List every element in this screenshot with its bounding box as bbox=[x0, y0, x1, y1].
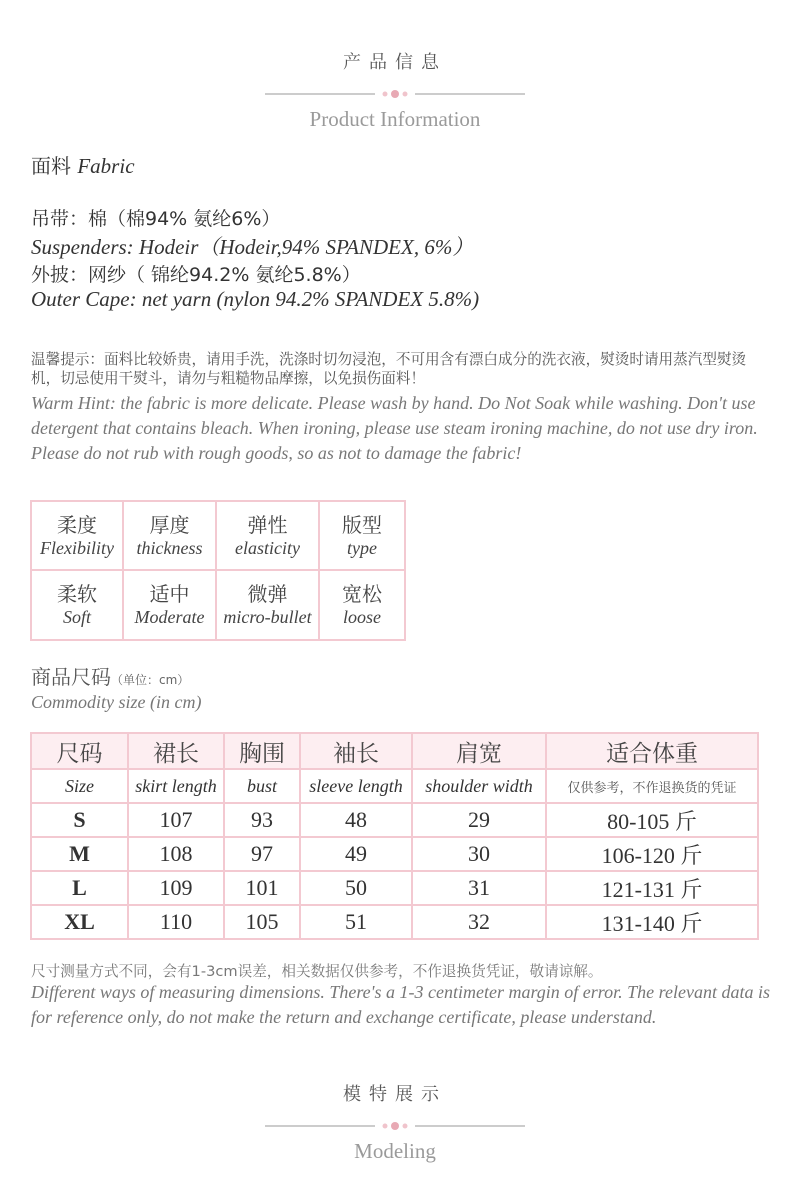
shoulder-width-cell: 29 bbox=[412, 803, 546, 837]
property-cell bbox=[319, 501, 405, 570]
size-cell: L bbox=[31, 871, 128, 905]
property-value-en: Soft bbox=[62, 607, 91, 627]
property-cell bbox=[31, 501, 123, 570]
size-header-en: shoulder width bbox=[412, 769, 546, 803]
cape-en: Outer Cape: net yarn (nylon 94.2% SPANDEX 5.8%) bbox=[31, 287, 480, 311]
suspenders-cn: 吊带：棉（棉94% 氨纶6%） bbox=[31, 208, 281, 230]
skirt-length-cell: 107 bbox=[128, 803, 224, 837]
property-label-cn: 柔度 bbox=[57, 512, 97, 537]
size-header-cn: 裙长 bbox=[128, 733, 224, 769]
suspenders-en: Suspenders: Hodeir（Hodeir,94% SPANDEX, 6%） bbox=[31, 235, 474, 259]
property-value-cell bbox=[319, 570, 405, 640]
warm-hint-en: Warm Hint: the fabric is more delicate. Please wash by hand. Do Not Soak while washing. Don't use detergent that contains bleach. When ironing, please use steam ironing machine, do not use dry iron. Please do not rub with rough goods, so as not to damage the fabric! bbox=[31, 393, 758, 463]
sleeve-length-cell: 51 bbox=[300, 905, 412, 939]
size-header-en: skirt length bbox=[128, 769, 224, 803]
property-value-cn: 柔软 bbox=[57, 582, 97, 606]
weight-cell: 106-120 斤 bbox=[546, 837, 758, 871]
weight-cell: 80-105 斤 bbox=[546, 803, 758, 837]
shoulder-width-cell: 31 bbox=[412, 871, 546, 905]
table-row bbox=[31, 803, 758, 837]
size-header-row-en bbox=[31, 769, 758, 803]
size-cell: S bbox=[31, 803, 128, 837]
property-value-cn: 微弹 bbox=[247, 582, 288, 606]
table-row bbox=[31, 871, 758, 905]
size-header-row-cn bbox=[31, 733, 758, 769]
section-heading-cn: 产品信息 bbox=[343, 52, 447, 73]
size-table bbox=[30, 732, 759, 940]
size-header-en: bust bbox=[224, 769, 300, 803]
size-title-cn: 商品尺码 bbox=[31, 665, 111, 689]
measurement-note-cn: 尺寸测量方式不同，会有1-3cm误差，相关数据仅供参考，不作退换货凭证，敬请谅解。 bbox=[31, 963, 603, 980]
shoulder-width-cell: 30 bbox=[412, 837, 546, 871]
property-cell bbox=[123, 501, 216, 570]
size-cell: M bbox=[31, 837, 128, 871]
property-label-en: thickness bbox=[136, 537, 203, 558]
property-value-en: micro-bullet bbox=[223, 607, 312, 627]
size-header-cn: 袖长 bbox=[300, 733, 412, 769]
measurement-note-en: Different ways of measuring dimensions. There's a 1-3 centimeter margin of error. The relevant data is for reference only, do not make the return and exchange certificate, please understand. bbox=[31, 982, 770, 1027]
skirt-length-cell: 108 bbox=[128, 837, 224, 871]
property-label-en: Flexibility bbox=[40, 537, 114, 558]
size-header-cn: 胸围 bbox=[224, 733, 300, 769]
property-value-cell bbox=[216, 570, 319, 640]
size-section-title-en: Commodity size (in cm) bbox=[31, 692, 202, 712]
bust-cell: 93 bbox=[224, 803, 300, 837]
size-header-cn: 适合体重 bbox=[546, 733, 758, 769]
ornament-divider bbox=[265, 88, 525, 100]
warm-hint-cn: 温馨提示：面料比较娇贵，请用手洗，洗涤时切勿浸泡，不可用含有漂白成分的洗衣液，熨烫时请用蒸汽型熨烫机，切忌使用干熨斗，请勿与粗糙物品摩擦，以免损伤面料！ bbox=[31, 351, 747, 387]
bust-cell: 101 bbox=[224, 871, 300, 905]
table-row bbox=[31, 905, 758, 939]
property-label-cn: 厚度 bbox=[149, 512, 190, 537]
property-value-en: Moderate bbox=[134, 607, 205, 627]
size-header-en: sleeve length bbox=[300, 769, 412, 803]
section-heading-en: Product Information bbox=[309, 107, 481, 131]
property-value-cell bbox=[31, 570, 123, 640]
properties-value-row bbox=[31, 570, 405, 640]
property-value-cell bbox=[123, 570, 216, 640]
size-header-cn: 肩宽 bbox=[412, 733, 546, 769]
cape-cn: 外披：网纱（ 锦纶94.2% 氨纶5.8%） bbox=[31, 264, 361, 286]
modeling-heading-cn: 模特展示 bbox=[343, 1084, 447, 1105]
property-value-en: loose bbox=[343, 607, 381, 627]
fabric-title-cn: 面料 bbox=[31, 154, 71, 178]
fabric-title-en: Fabric bbox=[77, 154, 135, 178]
table-row bbox=[31, 837, 758, 871]
skirt-length-cell: 109 bbox=[128, 871, 224, 905]
sleeve-length-cell: 50 bbox=[300, 871, 412, 905]
weight-cell: 131-140 斤 bbox=[546, 905, 758, 939]
properties-header-row bbox=[31, 501, 405, 570]
sleeve-length-cell: 48 bbox=[300, 803, 412, 837]
property-label-cn: 版型 bbox=[342, 512, 382, 537]
property-label-en: type bbox=[347, 537, 377, 558]
skirt-length-cell: 110 bbox=[128, 905, 224, 939]
fabric-properties-table bbox=[30, 500, 406, 641]
bust-cell: 97 bbox=[224, 837, 300, 871]
shoulder-width-cell: 32 bbox=[412, 905, 546, 939]
weight-cell: 121-131 斤 bbox=[546, 871, 758, 905]
property-cell bbox=[216, 501, 319, 570]
property-label-cn: 弹性 bbox=[247, 512, 288, 537]
property-label-en: elasticity bbox=[235, 537, 300, 558]
size-cell: XL bbox=[31, 905, 128, 939]
size-section-title bbox=[31, 661, 189, 690]
modeling-heading-en: Modeling bbox=[354, 1139, 436, 1163]
size-unit: （单位：cm） bbox=[111, 673, 190, 687]
weight-reference-note: 仅供参考，不作退换货的凭证 bbox=[546, 769, 758, 803]
sleeve-length-cell: 49 bbox=[300, 837, 412, 871]
property-value-cn: 适中 bbox=[149, 582, 190, 606]
size-header-en: Size bbox=[31, 769, 128, 803]
property-value-cn: 宽松 bbox=[342, 582, 382, 606]
bust-cell: 105 bbox=[224, 905, 300, 939]
fabric-title bbox=[31, 150, 135, 179]
ornament-divider bbox=[265, 1120, 525, 1132]
size-header-cn: 尺码 bbox=[31, 733, 128, 769]
